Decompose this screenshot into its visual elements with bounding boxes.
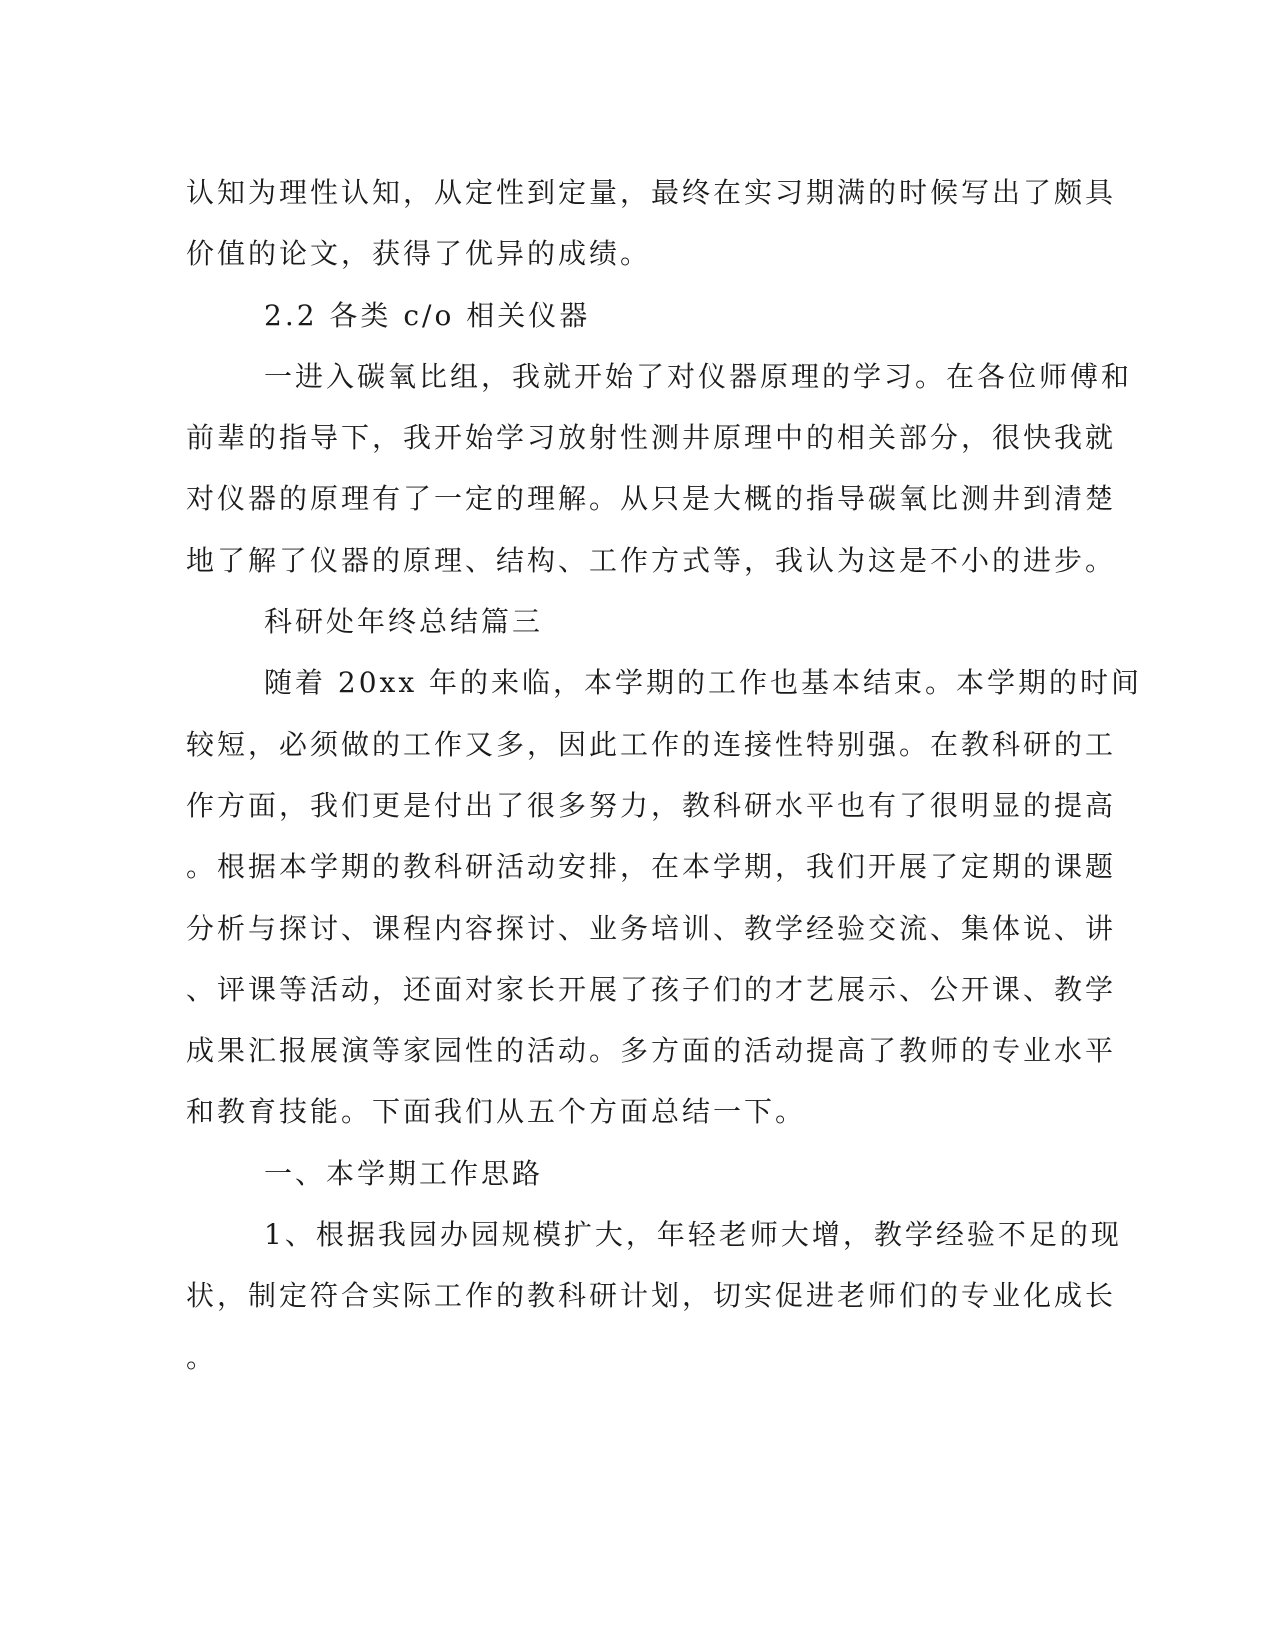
text-line-14: 、评课等活动，还面对家长开展了孩子们的才艺展示、公开课、教学 xyxy=(186,972,1117,1006)
text-line-1: 认知为理性认知，从定性到定量，最终在实习期满的时候写出了颇具 xyxy=(186,176,1117,209)
section-heading-work-ideas: 一、本学期工作思路 xyxy=(264,1156,544,1190)
text-line-10: 较短，必须做的工作又多，因此工作的连接性特别强。在教科研的工 xyxy=(186,727,1117,761)
text-line-6: 对仪器的原理有了一定的理解。从只是大概的指导碳氧比测井到清楚 xyxy=(186,482,1117,516)
text-line-16: 和教育技能。下面我们从五个方面总结一下。 xyxy=(186,1095,807,1129)
section-heading-part-three: 科研处年终总结篇三 xyxy=(264,605,544,639)
text-line-7: 地了解了仪器的原理、结构、工作方式等，我认为这是不小的进步。 xyxy=(186,543,1117,577)
text-line-19: 状，制定符合实际工作的教科研计划，切实促进老师们的专业化成长 xyxy=(186,1279,1117,1313)
section-heading-2-2: 2.2 各类 c/o 相关仪器 xyxy=(264,298,591,332)
text-line-13: 分析与探讨、课程内容探讨、业务培训、教学经验交流、集体说、讲 xyxy=(186,911,1117,945)
text-line-5: 前辈的指导下，我开始学习放射性测井原理中的相关部分，很快我就 xyxy=(186,421,1117,455)
text-line-20: 。 xyxy=(186,1340,218,1374)
text-line-15: 成果汇报展演等家园性的活动。多方面的活动提高了教师的专业水平 xyxy=(186,1034,1117,1068)
text-line-4: 一进入碳氧比组，我就开始了对仪器原理的学习。在各位师傅和 xyxy=(264,359,1133,393)
text-line-11: 作方面，我们更是付出了很多努力，教科研水平也有了很明显的提高 xyxy=(186,788,1117,822)
text-line-12: 。根据本学期的教科研活动安排，在本学期，我们开展了定期的课题 xyxy=(186,850,1117,884)
document-body xyxy=(186,162,1143,1388)
text-line-2: 价值的论文，获得了优异的成绩。 xyxy=(186,237,652,271)
text-line-9: 随着 20xx 年的来临，本学期的工作也基本结束。本学期的时间 xyxy=(264,666,1143,700)
text-line-18: 1、根据我园办园规模扩大，年轻老师大增，教学经验不足的现 xyxy=(264,1218,1122,1252)
